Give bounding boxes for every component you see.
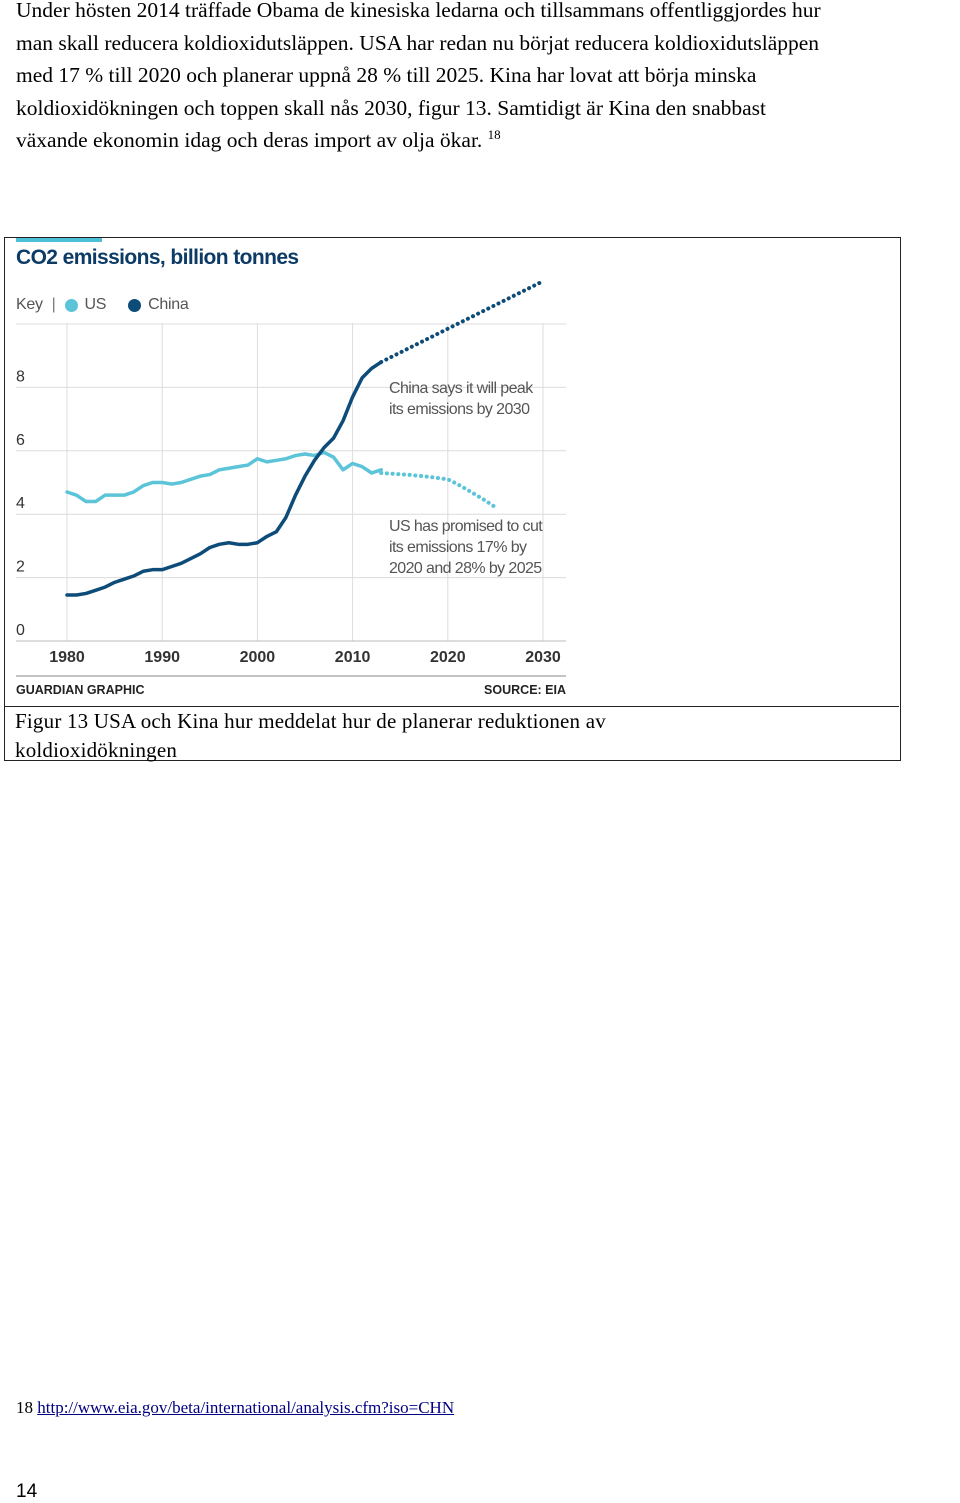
y-tick-label: 6 bbox=[16, 431, 25, 449]
footnote-number: 18 bbox=[16, 1398, 33, 1417]
legend-separator: | bbox=[51, 296, 56, 313]
annotation-us: US has promised to cut bbox=[389, 518, 543, 535]
body-line-last bbox=[16, 124, 960, 157]
y-tick-label: 2 bbox=[16, 558, 25, 576]
body-line: koldioxidökningen och toppen skall nås 2030, figur 13. Samtidigt är Kina den snabbast bbox=[16, 95, 767, 120]
credit-right: SOURCE: EIA bbox=[484, 683, 566, 697]
legend-key-label: Key bbox=[16, 296, 43, 313]
legend-china-label: China bbox=[148, 296, 189, 313]
body-line: Under hösten 2014 träffade Obama de kinesiska ledarna och tillsammans offentliggjordes hur bbox=[16, 0, 821, 22]
y-tick-label: 0 bbox=[16, 622, 25, 639]
footnote-reference[interactable]: 18 bbox=[487, 127, 501, 143]
figure-caption bbox=[5, 706, 899, 765]
series-line-china bbox=[67, 362, 381, 595]
x-tick-label: 1990 bbox=[144, 649, 180, 666]
body-line: man skall reducera koldioxidutsläppen. USA har redan nu börjat reducera koldioxidutsläppen bbox=[16, 30, 820, 55]
chart-title: CO2 emissions, billion tonnes bbox=[16, 246, 299, 269]
annotation-china: China says it will peak bbox=[389, 380, 533, 397]
x-tick-label: 2010 bbox=[334, 649, 371, 666]
body-line-text: växande ekonomin idag och deras import av olja ökar. bbox=[16, 128, 483, 153]
x-tick-label: 2000 bbox=[239, 649, 276, 666]
series-line-us bbox=[67, 452, 381, 501]
annotation-us: 2020 and 28% by 2025 bbox=[389, 560, 542, 577]
caption-line: Figur 13 USA och Kina hur meddelat hur de planerar reduktionen av bbox=[15, 709, 606, 733]
series-projection-us bbox=[381, 473, 495, 507]
body-paragraph bbox=[16, 0, 960, 157]
x-tick-label: 1980 bbox=[49, 649, 85, 666]
annotation-us: its emissions 17% by bbox=[389, 539, 527, 556]
page-number: 14 bbox=[16, 1481, 38, 1502]
annotation-china: its emissions by 2030 bbox=[389, 401, 530, 418]
co2-line-chart bbox=[5, 238, 899, 704]
x-tick-label: 2030 bbox=[525, 649, 561, 666]
footnote-link[interactable]: http://www.eia.gov/beta/international/analysis.cfm?iso=CHN bbox=[37, 1398, 455, 1417]
legend-us-label: US bbox=[84, 296, 107, 313]
y-tick-label: 8 bbox=[16, 368, 25, 386]
figure-13 bbox=[4, 237, 901, 761]
credit-left: GUARDIAN GRAPHIC bbox=[16, 683, 145, 697]
series-projection-china bbox=[381, 281, 543, 362]
y-tick-label: 4 bbox=[16, 495, 25, 513]
footnote bbox=[16, 1398, 454, 1418]
body-line: med 17 % till 2020 och planerar uppnå 28 % till 2025. Kina har lovat att börja minska bbox=[16, 63, 757, 88]
caption-line: koldioxidökningen bbox=[15, 738, 178, 762]
x-tick-label: 2020 bbox=[430, 649, 466, 666]
